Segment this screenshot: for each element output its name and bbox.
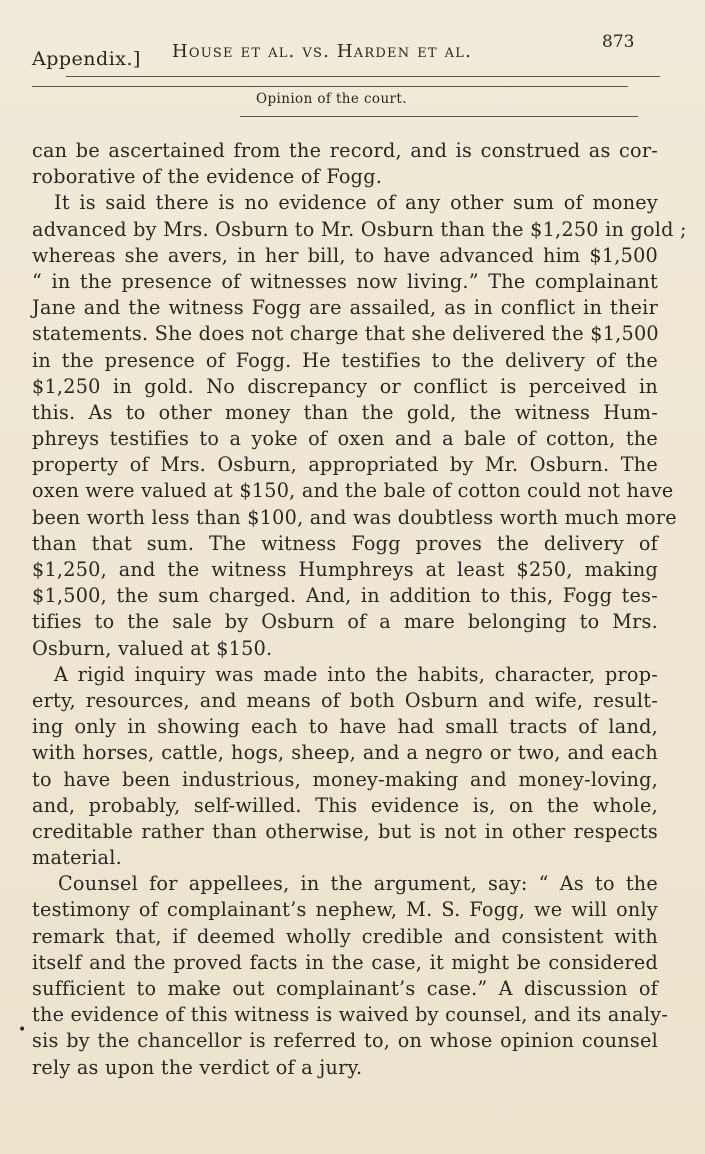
- text-line: phreys testifies to a yoke of oxen and a bale of cotton, the: [32, 427, 658, 451]
- text-line: tifies to the sale by Osburn of a mare belonging to Mrs.: [32, 610, 658, 634]
- case-title: House et al. vs. Harden et al.: [172, 41, 473, 62]
- running-header: [30, 30, 670, 70]
- subheading-rule: [240, 116, 638, 117]
- text-line: A rigid inquiry was made into the habits, character, prop-: [54, 662, 658, 686]
- text-line: sufficient to make out complainant’s case.” A discussion of: [32, 977, 658, 1000]
- text-line: $1,500, the sum charged. And, in addition to this, Fogg tes-: [32, 584, 658, 608]
- text-line: sis by the chancellor is referred to, on whose opinion counsel: [32, 1029, 658, 1053]
- text-line: roborative of the evidence of Fogg.: [32, 165, 383, 189]
- text-line: the evidence of this witness is waived by counsel, and its analy-: [32, 1003, 669, 1027]
- text-line: Jane and the witness Fogg are assailed, as in conflict in their: [32, 296, 658, 320]
- margin-mark: •: [18, 1022, 27, 1038]
- text-line: itself and the proved facts in the case, it might be considered: [32, 950, 658, 974]
- text-line: can be ascertained from the record, and is construed as cor-: [32, 139, 658, 162]
- text-line: Osburn, valued at $150.: [32, 636, 273, 660]
- text-line: in the presence of Fogg. He testifies to the delivery of the: [32, 348, 658, 372]
- text-line: oxen were valued at $150, and the bale of cotton could not have: [32, 479, 674, 503]
- text-line: advanced by Mrs. Osburn to Mr. Osburn than the $1,250 in gold ;: [32, 217, 687, 241]
- opinion-text: [32, 138, 687, 1081]
- text-line: Counsel for appellees, in the argument, say: “ As to the: [58, 872, 658, 896]
- text-line: been worth less than $100, and was doubtless worth much more: [32, 505, 677, 529]
- text-line: rely as upon the verdict of a jury.: [32, 1055, 363, 1079]
- header-rule-top: [66, 76, 660, 77]
- text-line: and, probably, self-willed. This evidence is, on the whole,: [32, 793, 658, 817]
- text-line: whereas she avers, in her bill, to have advanced him $1,500: [32, 243, 658, 267]
- page-number: 873: [602, 32, 635, 52]
- section-label: Appendix.]: [32, 48, 141, 70]
- text-line: testimony of complainant’s nephew, M. S. Fogg, we will only: [32, 898, 658, 922]
- subheading: Opinion of the court.: [256, 91, 407, 107]
- text-line: to have been industrious, money-making and money-loving,: [32, 767, 658, 791]
- text-line: It is said there is no evidence of any other sum of money: [54, 191, 658, 215]
- text-line: creditable rather than otherwise, but is not in other respects: [32, 819, 658, 843]
- text-line: with horses, cattle, hogs, sheep, and a negro or two, and each: [32, 741, 658, 765]
- text-line: $1,250, and the witness Humphreys at least $250, making: [32, 558, 658, 581]
- text-line: than that sum. The witness Fogg proves the delivery of: [32, 531, 658, 555]
- text-line: this. As to other money than the gold, the witness Hum-: [32, 400, 658, 424]
- text-line: material.: [32, 846, 122, 870]
- text-line: “ in the presence of witnesses now living.” The complainant: [32, 269, 658, 293]
- text-line: statements. She does not charge that she delivered the $1,500: [32, 322, 659, 346]
- header-rule-bottom: [32, 86, 628, 87]
- text-line: erty, resources, and means of both Osburn and wife, result-: [32, 688, 658, 712]
- text-line: remark that, if deemed wholly credible and consistent with: [32, 924, 658, 948]
- text-line: $1,250 in gold. No discrepancy or conflict is perceived in: [32, 374, 658, 398]
- text-line: ing only in showing each to have had small tracts of land,: [32, 715, 658, 739]
- text-line: property of Mrs. Osburn, appropriated by Mr. Osburn. The: [32, 453, 658, 477]
